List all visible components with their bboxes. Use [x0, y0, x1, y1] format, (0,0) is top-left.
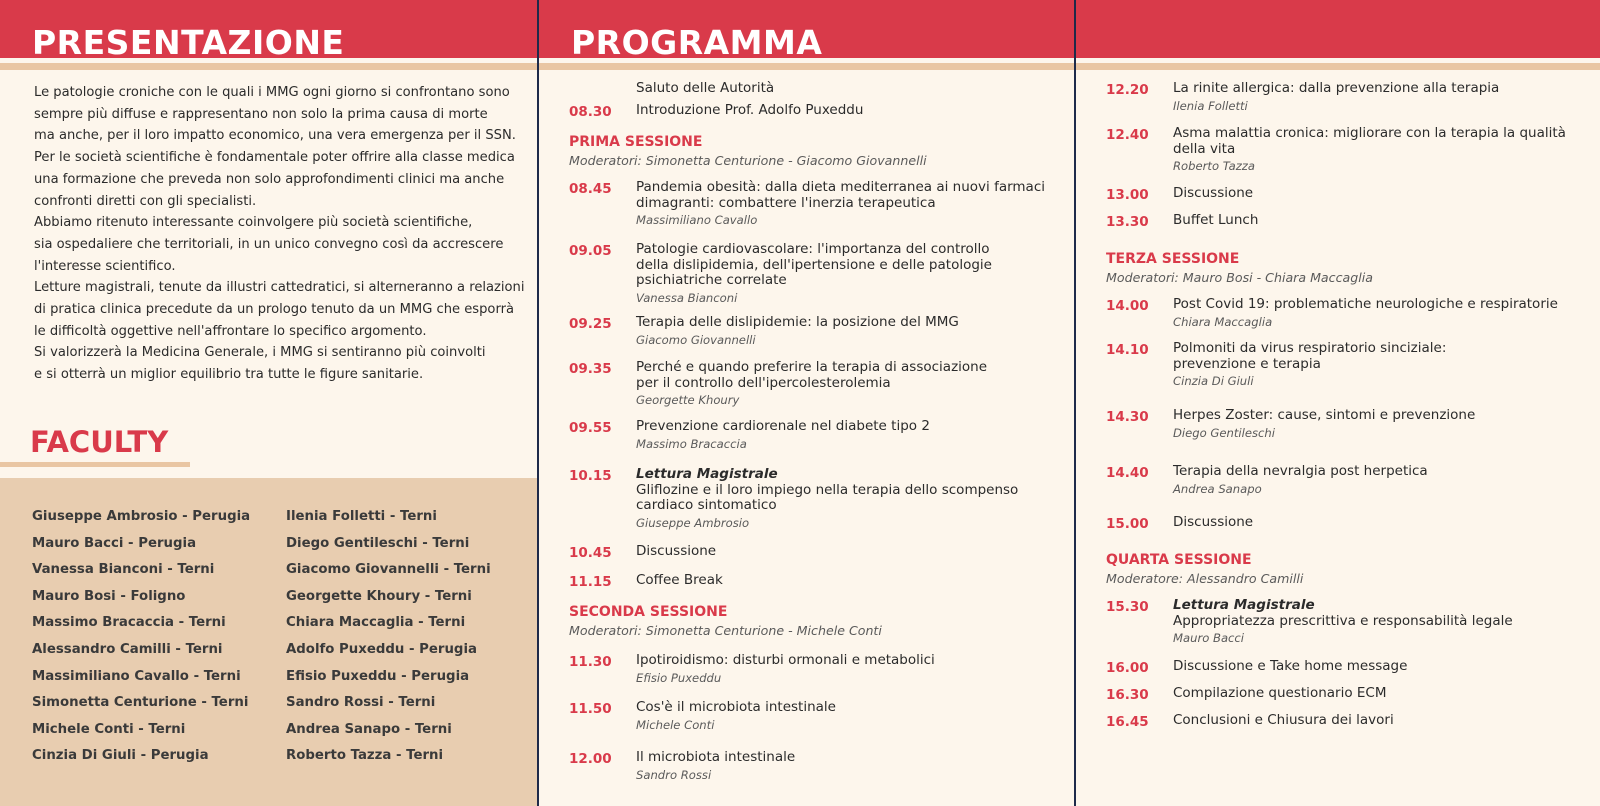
faculty-member: Massimiliano Cavallo - Terni [32, 668, 241, 684]
speaker-name: Georgette Khoury [636, 393, 740, 407]
lettura-magistrale-label: Lettura Magistrale [636, 466, 778, 482]
item-time: 12.20 [1106, 82, 1149, 98]
header-stripe [0, 63, 537, 70]
talk-title: Ipotiroidismo: disturbi ormonali e metabolici [636, 652, 935, 668]
item-time: 14.40 [1106, 465, 1149, 481]
talk-title: Appropriatezza prescrittiva e responsabilità legale [1173, 612, 1513, 629]
talk-title: Prevenzione cardiorenale nel diabete tipo 2 [636, 418, 930, 434]
faculty-member: Giuseppe Ambrosio - Perugia [32, 509, 251, 524]
speaker-name: Efisio Puxeddu [636, 670, 722, 685]
session-title: TERZA SESSIONE [1106, 251, 1240, 267]
text-line: Le patologie croniche con le quali i MMG ogni giorno si confrontano sono [34, 85, 510, 100]
talk-title: Conclusioni e Chiusura dei lavori [1173, 712, 1394, 728]
faculty-member: Michele Conti - Terni [32, 721, 186, 737]
text-line: una formazione che preveda non solo approfondimenti clinici ma anche [34, 171, 505, 187]
session-moderators: Moderatori: Simonetta Centurione - Michele Conti [569, 623, 882, 638]
faculty-member: Roberto Tazza - Terni [286, 748, 444, 764]
talk-title: Pandemia obesità: dalla dieta mediterranea ai nuovi farmaci dimagranti: combattere l'inerzia terapeutica [636, 179, 1046, 211]
item-time: 13.30 [1106, 214, 1149, 230]
item-time: 12.00 [569, 751, 612, 767]
item-time: 11.15 [569, 574, 612, 590]
faculty-member: Vanessa Bianconi - Terni [32, 562, 215, 578]
faculty-member: Ilenia Folletti - Terni [286, 509, 437, 524]
item-time: 10.45 [569, 545, 612, 561]
faculty-list [0, 478, 537, 806]
talk-title: La rinite allergica: dalla prevenzione alla terapia [1173, 80, 1500, 96]
session-title: QUARTA SESSIONE [1106, 552, 1252, 568]
text-line: di pratica clinica precedute da un prologo tenuto da un MMG che esporrà [34, 302, 514, 318]
faculty-member: Adolfo Puxeddu - Perugia [286, 641, 477, 657]
talk-title: Perché e quando preferire la terapia di associazione per il controllo dell'ipercolesterolemia [636, 359, 988, 391]
talk-title: Discussione [1173, 514, 1254, 530]
speaker-name: Vanessa Bianconi [636, 290, 738, 305]
text-line: confronti diretti con gli specialisti. [34, 193, 257, 209]
faculty-member: Massimo Bracaccia - Terni [32, 615, 226, 631]
faculty-member: Cinzia Di Giuli - Perugia [32, 748, 209, 764]
header-stripe [1076, 63, 1600, 70]
item-time: 15.00 [1106, 516, 1149, 532]
text-line: ma anche, per il loro impatto economico, una vera emergenza per il SSN. [34, 128, 516, 144]
text-line: sia ospedaliere che territoriali, in un unico convegno così da accrescere [34, 236, 504, 252]
talk-title: Herpes Zoster: cause, sintomi e prevenzione [1173, 407, 1476, 423]
text-line: Abbiamo ritenuto interessante coinvolgere più società scientifiche, [34, 215, 473, 231]
item-time: 16.00 [1106, 660, 1149, 676]
faculty-member: Simonetta Centurione - Terni [32, 695, 249, 711]
session-moderators: Moderatore: Alessandro Camilli [1106, 571, 1304, 586]
item-time: 10.15 [569, 468, 612, 484]
faculty-member: Giacomo Giovannelli - Terni [286, 562, 491, 578]
text-line: Per le società scientifiche è fondamentale poter offrire alla classe medica [34, 150, 515, 166]
faculty-member: Georgette Khoury - Terni [286, 588, 472, 604]
session-moderators: Moderatori: Simonetta Centurione - Giacomo Giovannelli [569, 153, 927, 168]
presentazione-title: PRESENTAZIONE [32, 23, 345, 62]
talk-title: Gliflozine e il loro impiego nella terapia dello scompenso cardiaco sintomatico [636, 481, 1019, 513]
faculty-member: Andrea Sanapo - Terni [286, 721, 452, 737]
speaker-name: Andrea Sanapo [1173, 481, 1262, 496]
talk-title: Terapia delle dislipidemie: la posizione del MMG [636, 314, 959, 330]
header-bar [1076, 0, 1600, 58]
faculty-column-2 [286, 504, 491, 770]
talk-title: Discussione [1173, 185, 1254, 201]
text-line: l'interesse scientifico. [34, 258, 176, 274]
talk-title: Polmoniti da virus respiratorio sinciziale: prevenzione e terapia [1173, 340, 1447, 372]
speaker-name: Michele Conti [636, 717, 715, 732]
item-time: 11.50 [569, 701, 612, 717]
talk-title: Coffee Break [636, 572, 723, 588]
lettura-magistrale-label: Lettura Magistrale [1173, 597, 1315, 613]
faculty-member: Sandro Rossi - Terni [286, 695, 436, 711]
talk-title: Il microbiota intestinale [636, 749, 796, 765]
item-time: 09.55 [569, 420, 612, 436]
programma-title: PROGRAMMA [571, 23, 823, 62]
item-time: 08.30 [569, 104, 612, 120]
speaker-name: Giacomo Giovannelli [636, 332, 756, 347]
presentazione-text [34, 82, 529, 386]
session-title: SECONDA SESSIONE [569, 604, 728, 620]
speaker-name: Sandro Rossi [636, 767, 712, 782]
item-time: 14.10 [1106, 342, 1149, 358]
speaker-name: Roberto Tazza [1173, 159, 1255, 173]
talk-title: Patologie cardiovascolare: l'importanza del controllo della dislipidemia, dell'ipertensione e delle patologie psichiatriche correlate [636, 241, 992, 288]
speaker-name: Massimo Bracaccia [636, 436, 747, 451]
item-time: 15.30 [1106, 599, 1149, 615]
speaker-name: Chiara Maccaglia [1173, 314, 1273, 329]
faculty-member: Efisio Puxeddu - Perugia [286, 668, 470, 684]
talk-title: Discussione e Take home message [1173, 658, 1408, 674]
item-time: 09.05 [569, 243, 612, 259]
text-line: e si otterrà un miglior equilibrio tra tutte le figure sanitarie. [34, 367, 424, 383]
faculty-member: Mauro Bacci - Perugia [32, 535, 197, 551]
presentazione-panel [0, 0, 537, 806]
talk-title: Post Covid 19: problematiche neurologiche e respiratorie [1173, 296, 1558, 312]
faculty-title: FACULTY [30, 425, 169, 459]
item-time: 09.25 [569, 316, 612, 332]
item-time: 16.45 [1106, 714, 1149, 730]
speaker-name: Diego Gentileschi [1173, 425, 1275, 440]
programma-continued-panel [1076, 0, 1600, 806]
faculty-column-1 [32, 504, 250, 770]
item-time: 14.30 [1106, 409, 1149, 425]
session-title: PRIMA SESSIONE [569, 134, 703, 150]
programma-panel [539, 0, 1074, 806]
item-time: 08.45 [569, 181, 612, 197]
speaker-name: Mauro Bacci [1173, 631, 1245, 645]
talk-title: Asma malattia cronica: migliorare con la terapia la qualità della vita [1173, 125, 1566, 157]
talk-title: Saluto delle Autorità [636, 80, 775, 96]
speaker-name: Cinzia Di Giuli [1173, 374, 1254, 388]
talk-title: Compilazione questionario ECM [1173, 685, 1387, 701]
faculty-member: Mauro Bosi - Foligno [32, 588, 186, 604]
item-time: 16.30 [1106, 687, 1149, 703]
faculty-member: Diego Gentileschi - Terni [286, 535, 470, 551]
talk-title: Terapia della nevralgia post herpetica [1173, 463, 1428, 479]
speaker-name: Massimiliano Cavallo [636, 213, 758, 227]
talk-title: Cos'è il microbiota intestinale [636, 699, 836, 715]
talk-title: Introduzione Prof. Adolfo Puxeddu [636, 102, 864, 118]
item-time: 13.00 [1106, 187, 1149, 203]
item-time: 09.35 [569, 361, 612, 377]
speaker-name: Ilenia Folletti [1173, 98, 1248, 113]
speaker-name: Giuseppe Ambrosio [636, 515, 750, 530]
faculty-member: Alessandro Camilli - Terni [32, 641, 223, 657]
text-line: le difficoltà oggettive nell'affrontare lo specifico argomento. [34, 323, 427, 339]
faculty-underline [0, 462, 190, 467]
session-moderators: Moderatori: Mauro Bosi - Chiara Maccaglia [1106, 270, 1373, 285]
talk-title: Buffet Lunch [1173, 212, 1259, 228]
text-line: Si valorizzerà la Medicina Generale, i MMG si sentiranno più coinvolti [34, 345, 486, 361]
talk-title: Discussione [636, 543, 717, 559]
item-time: 12.40 [1106, 127, 1149, 143]
item-time: 11.30 [569, 654, 612, 670]
text-line: sempre più diffuse e rappresentano non solo la prima causa di morte [34, 106, 488, 122]
faculty-member: Chiara Maccaglia - Terni [286, 615, 466, 631]
item-time: 14.00 [1106, 298, 1149, 314]
header-stripe [539, 63, 1074, 70]
text-line: Letture magistrali, tenute da illustri cattedratici, si alterneranno a relazioni [34, 280, 525, 296]
